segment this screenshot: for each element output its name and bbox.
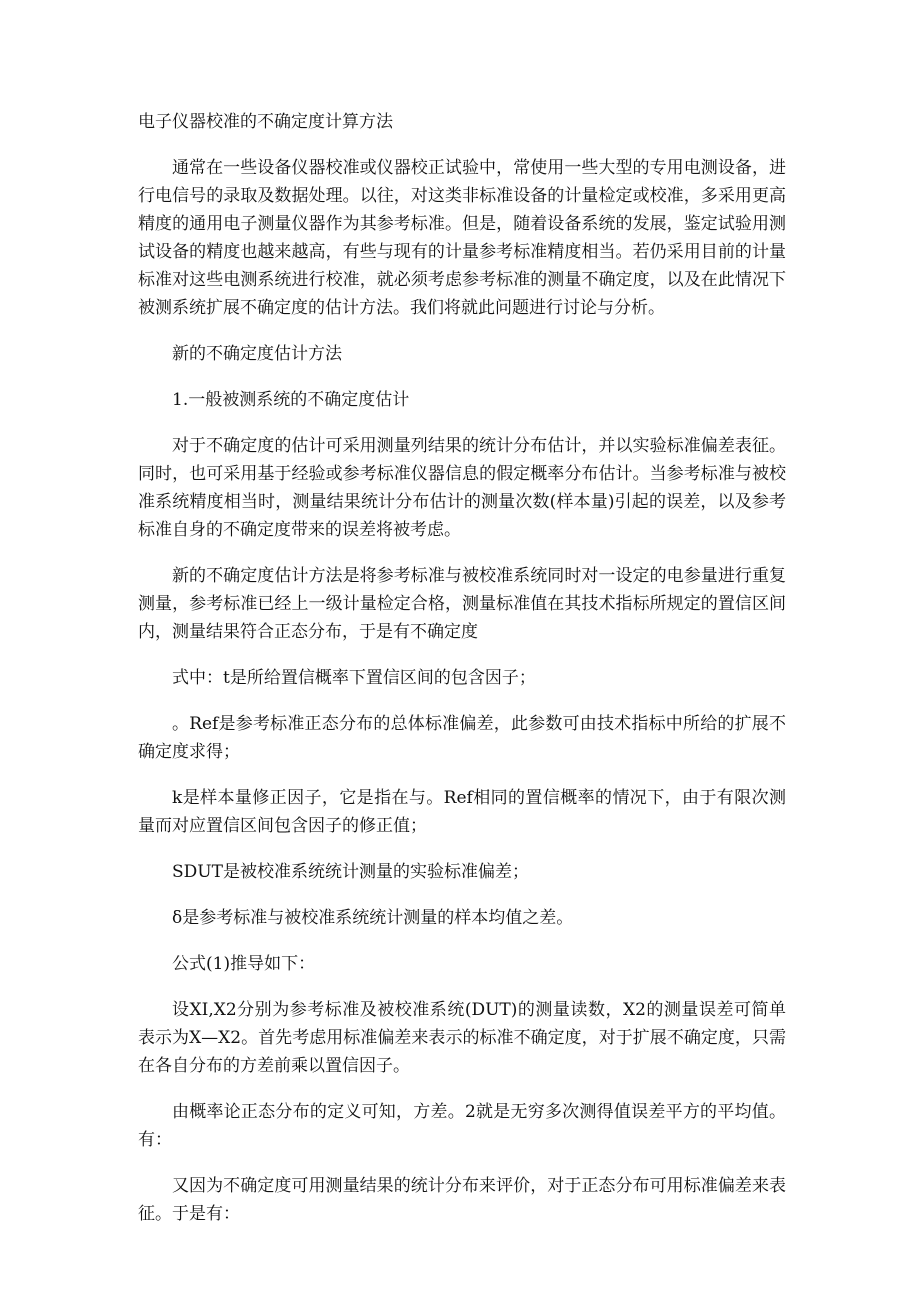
paragraph-t-definition: 式中：t是所给置信概率下置信区间的包含因子； — [172, 668, 536, 688]
paragraph-sdut-definition: SDUT是被校准系统统计测量的实验标准偏差； — [172, 862, 529, 882]
paragraph-variance: 由概率论正态分布的定义可知，方差。2就是无穷多次测得值误差平方的平均值。有： — [138, 1102, 786, 1150]
paragraph-delta-definition: δ是参考标准与被校准系统统计测量的样本均值之差。 — [172, 908, 574, 928]
paragraph-estimation: 对于不确定度的估计可采用测量列结果的统计分布估计，并以实验标准偏差表征。同时，也可采用基于经验或参考标准仪器信息的假定概率分布估计。当参考标准与被校准系统精度相当时，测量结果统计分布估计的测量次数(样本量)引起的误差，以及参考标准自身的不确定度带来的误差将被考虑。 — [138, 436, 786, 540]
document-title: 电子仪器校准的不确定度计算方法 — [138, 112, 393, 132]
document-page — [138, 108, 786, 1246]
paragraph-ref-definition: 。Ref是参考标准正态分布的总体标准偏差，此参数可由技术指标中所给的扩展不确定度求得； — [138, 714, 786, 762]
paragraph-derivation-heading: 公式(1)推导如下： — [172, 954, 316, 974]
paragraph-normal-distribution: 又因为不确定度可用测量结果的统计分布来评价，对于正态分布可用标准偏差来表征。于是有： — [138, 1176, 786, 1224]
section-heading-new-method: 新的不确定度估计方法 — [172, 344, 342, 364]
paragraph-readings: 设XI,X2分别为参考标准及被校准系统(DUT)的测量读数，X2的测量误差可简单表示为X—X2。首先考虑用标准偏差来表示的标准不确定度，对于扩展不确定度，只需在各自分布的方差前乘以置信因子。 — [138, 1000, 786, 1076]
paragraph-k-definition: k是样本量修正因子，它是指在与。Ref相同的置信概率的情况下，由于有限次测量而对应置信区间包含因子的修正值； — [138, 788, 786, 836]
paragraph-intro: 通常在一些设备仪器校准或仪器校正试验中，常使用一些大型的专用电测设备，进行电信号的录取及数据处理。以往，对这类非标准设备的计量检定或校准，多采用更高精度的通用电子测量仪器作为其参考标准。但是，随着设备系统的发展，鉴定试验用测试设备的精度也越来越高，有些与现有的计量参考标准精度相当。若仍采用目前的计量标准对这些电测系统进行校准，就必须考虑参考标准的测量不确定度，以及在此情况下被测系统扩展不确定度的估计方法。我们将就此问题进行讨论与分析。 — [138, 158, 786, 318]
subsection-heading-general: 1.一般被测系统的不确定度估计 — [172, 390, 410, 410]
paragraph-new-method: 新的不确定度估计方法是将参考标准与被校准系统同时对一设定的电参量进行重复测量，参考标准已经上一级计量检定合格，测量标准值在其技术指标所规定的置信区间内，测量结果符合正态分布，于是有不确定度 — [138, 566, 786, 642]
